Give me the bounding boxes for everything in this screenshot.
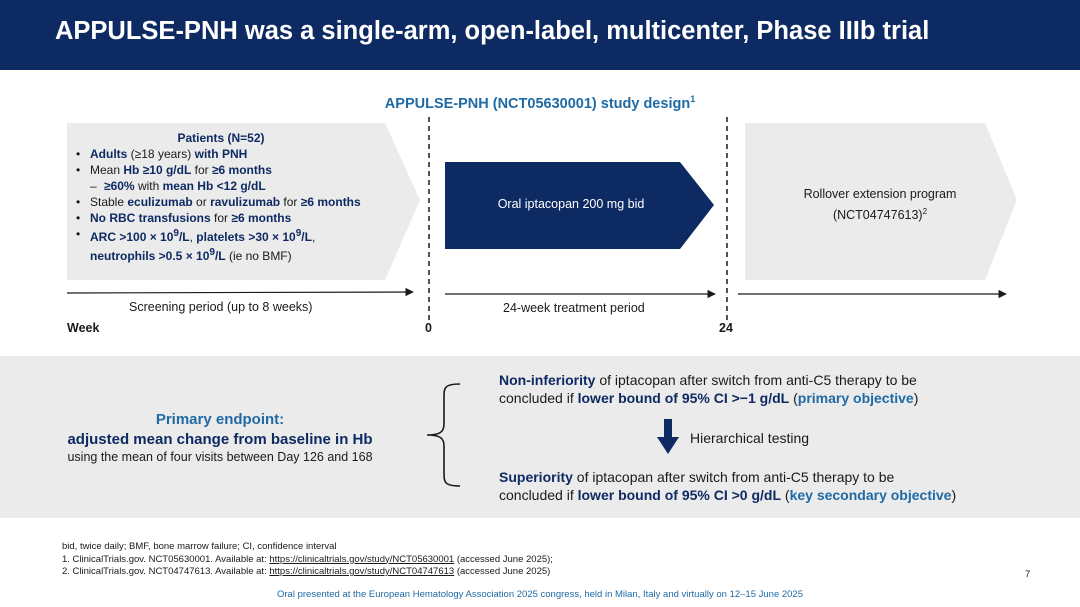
criterion-arc-sup: 9 xyxy=(173,228,179,239)
footnotes xyxy=(62,541,553,579)
criterion-arc-b: /L xyxy=(178,230,190,244)
criterion-stable-c: or xyxy=(192,195,211,209)
noninf-open: ( xyxy=(789,390,798,406)
week-0-label: 0 xyxy=(425,321,432,335)
noninf-close: ) xyxy=(913,390,919,406)
noninf-text: of iptacopan after switch from anti-C5 therapy to be xyxy=(595,372,917,388)
criterion-bmf: (ie no BMF) xyxy=(225,249,292,263)
criterion-adults-b: (≥18 years) xyxy=(127,147,195,161)
congress-note: Oral presented at the European Hematology Association 2025 congress, held in Milan, Italy and virtually on 12–15 June 2025 xyxy=(277,589,803,600)
criterion-neutrophils-sup: 9 xyxy=(209,247,215,258)
criterion-mean-hb-a: Mean xyxy=(90,163,124,177)
criterion-stable-b: eculizumab xyxy=(127,195,193,209)
criterion-mean-hb-d: ≥6 months xyxy=(211,163,272,177)
noninf-term: Non-inferiority xyxy=(499,372,596,388)
curly-brace xyxy=(427,384,460,486)
criterion-adults-a: Adults xyxy=(90,147,128,161)
criterion-comma-2: , xyxy=(311,230,316,244)
reference-1-accessed: (accessed June 2025); xyxy=(454,553,553,565)
criterion-sub-a: ≥60% xyxy=(104,179,135,193)
reference-1 xyxy=(62,554,553,567)
primary-endpoint-note: using the mean of four visits between Day 126 and 168 xyxy=(67,450,373,464)
criterion-platelets-a: platelets >30 × 10 xyxy=(196,230,296,244)
superiority-objective xyxy=(499,468,1039,504)
primary-objective-label: primary objective xyxy=(797,390,914,406)
noninf-concluded: concluded if xyxy=(499,390,578,406)
criterion-platelets-b: /L xyxy=(301,230,312,244)
sup-close: ) xyxy=(951,487,957,503)
slide-title: APPULSE-PNH was a single-arm, open-label, multicenter, Phase IIIb trial xyxy=(55,17,930,45)
sup-text: of iptacopan after switch from anti-C5 therapy to be xyxy=(572,469,895,485)
criterion-mean-hb-c: for xyxy=(191,163,212,177)
extension-ref: 2 xyxy=(922,207,928,216)
criterion-stable-d: ravulizumab xyxy=(210,195,281,209)
criterion-platelets-sup: 9 xyxy=(295,228,302,239)
criterion-neutrophils-a: neutrophils >0.5 × 10 xyxy=(90,249,210,263)
reference-1-link[interactable]: https://clinicaltrials.gov/study/NCT05630001 xyxy=(269,553,455,565)
extension-nct: (NCT04747613) xyxy=(832,208,923,223)
reference-2-accessed: (accessed June 2025) xyxy=(454,566,551,577)
study-design-title-text: APPULSE-PNH (NCT05630001) study design xyxy=(384,95,691,112)
primary-endpoint-subtitle: adjusted mean change from baseline in Hb xyxy=(67,431,373,448)
extension-line1: Rollover extension program xyxy=(803,187,957,201)
patients-title: Patients (N=52) xyxy=(177,131,265,145)
criterion-rbc-a: No RBC transfusions xyxy=(90,211,211,225)
criterion-sub-c: mean Hb <12 g/dL xyxy=(162,179,266,193)
sup-open: ( xyxy=(781,487,790,503)
page-number: 7 xyxy=(1025,569,1031,580)
sup-term: Superiority xyxy=(499,469,573,485)
treatment-period-label: 24-week treatment period xyxy=(503,301,645,315)
week-24-label: 24 xyxy=(719,321,733,335)
reference-2-text: 2. ClinicalTrials.gov. NCT04747613. Available at: xyxy=(62,566,270,577)
reference-2-link[interactable]: https://clinicaltrials.gov/study/NCT04747613 xyxy=(269,566,455,577)
noninferiority-objective xyxy=(499,371,1039,407)
treatment-label: Oral iptacopan 200 mg bid xyxy=(497,197,645,211)
sup-concluded: concluded if xyxy=(499,487,578,503)
criterion-mean-hb-b: Hb ≥10 g/dL xyxy=(123,163,192,177)
noninf-criterion: lower bound of 95% CI >−1 g/dL xyxy=(577,390,790,406)
criterion-stable-e: for xyxy=(280,195,301,209)
study-design-title-ref: 1 xyxy=(690,94,696,104)
hierarchy-arrow-head xyxy=(657,437,679,454)
criterion-rbc-b: for xyxy=(210,211,232,225)
sup-criterion: lower bound of 95% CI >0 g/dL xyxy=(577,487,782,503)
criterion-comma: , xyxy=(189,230,197,244)
hierarchy-arrow-shaft xyxy=(664,419,672,438)
hierarchical-testing-label: Hierarchical testing xyxy=(690,430,810,446)
criterion-stable-f: ≥6 months xyxy=(300,195,361,209)
criterion-rbc-c: ≥6 months xyxy=(231,211,292,225)
key-secondary-objective-label: key secondary objective xyxy=(789,487,952,503)
criterion-neutrophils-b: /L xyxy=(214,249,226,263)
criterion-adults-c: with PNH xyxy=(194,147,248,161)
week-label: Week xyxy=(67,321,100,335)
primary-endpoint-title: Primary endpoint: xyxy=(155,411,285,428)
criterion-arc-a: ARC >100 × 10 xyxy=(90,230,174,244)
criterion-sub-b: with xyxy=(134,179,163,193)
screening-period-label: Screening period (up to 8 weeks) xyxy=(129,300,313,314)
abbreviations: bid, twice daily; BMF, bone marrow failure; CI, confidence interval xyxy=(62,541,337,552)
reference-1-text: 1. ClinicalTrials.gov. NCT05630001. Available at: xyxy=(62,553,270,565)
reference-2 xyxy=(62,566,553,579)
criterion-stable-a: Stable xyxy=(90,195,128,209)
